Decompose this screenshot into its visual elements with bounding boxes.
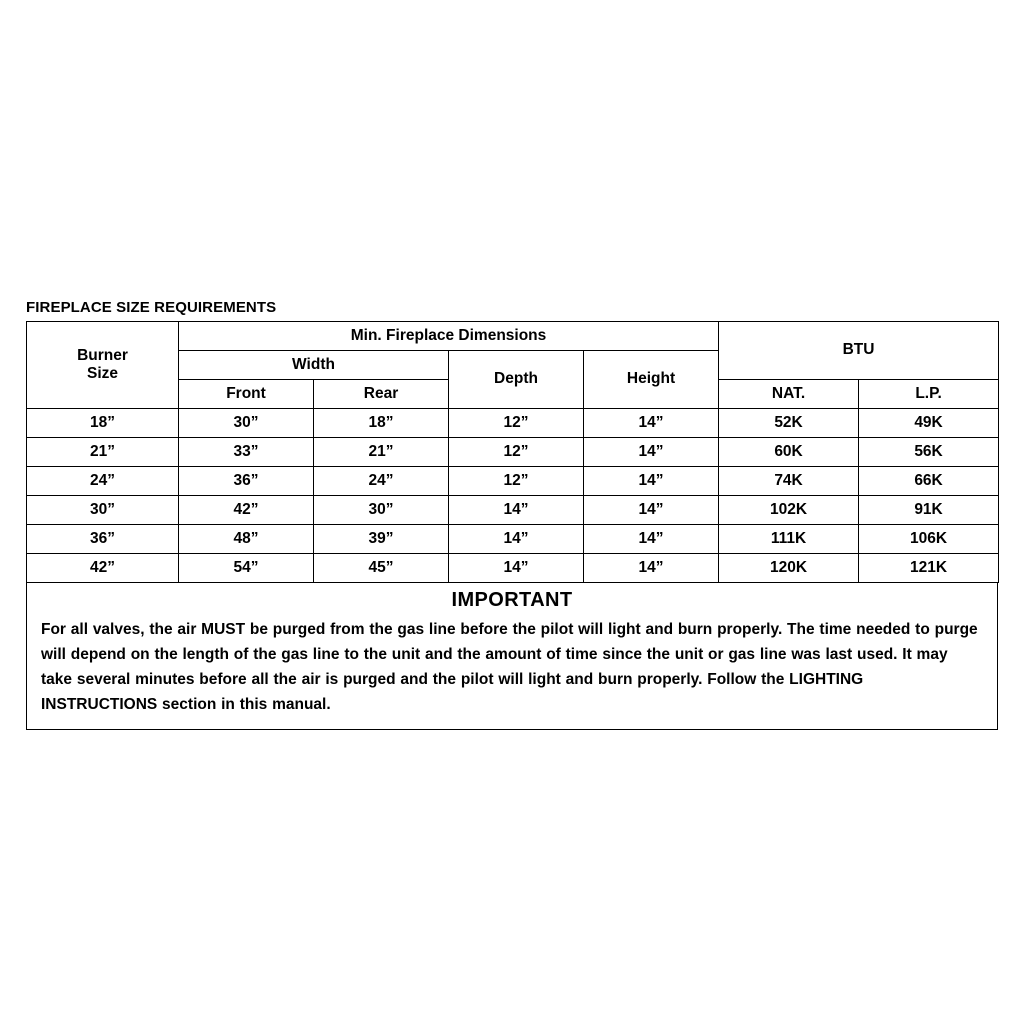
cell-burner-size: 18” <box>27 408 179 437</box>
header-lp: L.P. <box>859 379 999 408</box>
cell-burner-size: 36” <box>27 524 179 553</box>
header-min-fireplace-dimensions: Min. Fireplace Dimensions <box>179 321 719 350</box>
cell-depth: 14” <box>449 553 584 582</box>
cell-burner-size: 30” <box>27 495 179 524</box>
header-width: Width <box>179 350 449 379</box>
cell-lp: 56K <box>859 437 999 466</box>
cell-depth: 12” <box>449 466 584 495</box>
table-row <box>27 437 999 466</box>
cell-depth: 14” <box>449 495 584 524</box>
cell-height: 14” <box>584 408 719 437</box>
header-burner-size <box>27 321 179 408</box>
cell-nat: 52K <box>719 408 859 437</box>
header-height: Height <box>584 350 719 408</box>
cell-nat: 74K <box>719 466 859 495</box>
cell-lp: 66K <box>859 466 999 495</box>
fireplace-size-requirements-block <box>26 300 998 730</box>
header-burner-size-line1: Burner <box>77 346 128 364</box>
cell-burner-size: 42” <box>27 553 179 582</box>
cell-lp: 106K <box>859 524 999 553</box>
header-burner-size-line2: Size <box>86 364 118 382</box>
cell-rear: 30” <box>314 495 449 524</box>
table-row <box>27 553 999 582</box>
cell-front: 36” <box>179 466 314 495</box>
cell-depth: 14” <box>449 524 584 553</box>
cell-lp: 49K <box>859 408 999 437</box>
cell-height: 14” <box>584 437 719 466</box>
cell-height: 14” <box>584 495 719 524</box>
cell-burner-size: 24” <box>27 466 179 495</box>
cell-rear: 45” <box>314 553 449 582</box>
cell-front: 42” <box>179 495 314 524</box>
table-row <box>27 524 999 553</box>
header-nat: NAT. <box>719 379 859 408</box>
important-body-text: For all valves, the air MUST be purged from the gas line before the pilot will light and burn properly. The time needed to purge will depend on the length of the gas line to the unit and the amount of time since the unit or gas line was last used. It may take several minutes before all the air is purged and the pilot will light and burn properly. Follow the LIGHTING INSTRUCTIONS section in this manual. <box>41 620 978 713</box>
header-depth: Depth <box>449 350 584 408</box>
cell-nat: 60K <box>719 437 859 466</box>
cell-height: 14” <box>584 553 719 582</box>
table-row <box>27 495 999 524</box>
cell-burner-size: 21” <box>27 437 179 466</box>
header-front: Front <box>179 379 314 408</box>
cell-front: 48” <box>179 524 314 553</box>
cell-height: 14” <box>584 466 719 495</box>
cell-depth: 12” <box>449 437 584 466</box>
table-row <box>27 408 999 437</box>
fireplace-size-table <box>26 321 999 583</box>
page-title: FIREPLACE SIZE REQUIREMENTS <box>26 299 277 316</box>
cell-rear: 18” <box>314 408 449 437</box>
cell-lp: 121K <box>859 553 999 582</box>
table-row <box>27 466 999 495</box>
cell-nat: 120K <box>719 553 859 582</box>
important-notice <box>26 583 998 730</box>
cell-depth: 12” <box>449 408 584 437</box>
cell-front: 30” <box>179 408 314 437</box>
header-btu: BTU <box>719 321 999 379</box>
cell-lp: 91K <box>859 495 999 524</box>
important-title: IMPORTANT <box>451 588 573 611</box>
cell-rear: 24” <box>314 466 449 495</box>
header-rear: Rear <box>314 379 449 408</box>
cell-height: 14” <box>584 524 719 553</box>
table-header-row-1 <box>27 321 999 350</box>
cell-rear: 39” <box>314 524 449 553</box>
cell-front: 33” <box>179 437 314 466</box>
cell-nat: 111K <box>719 524 859 553</box>
cell-rear: 21” <box>314 437 449 466</box>
cell-nat: 102K <box>719 495 859 524</box>
cell-front: 54” <box>179 553 314 582</box>
